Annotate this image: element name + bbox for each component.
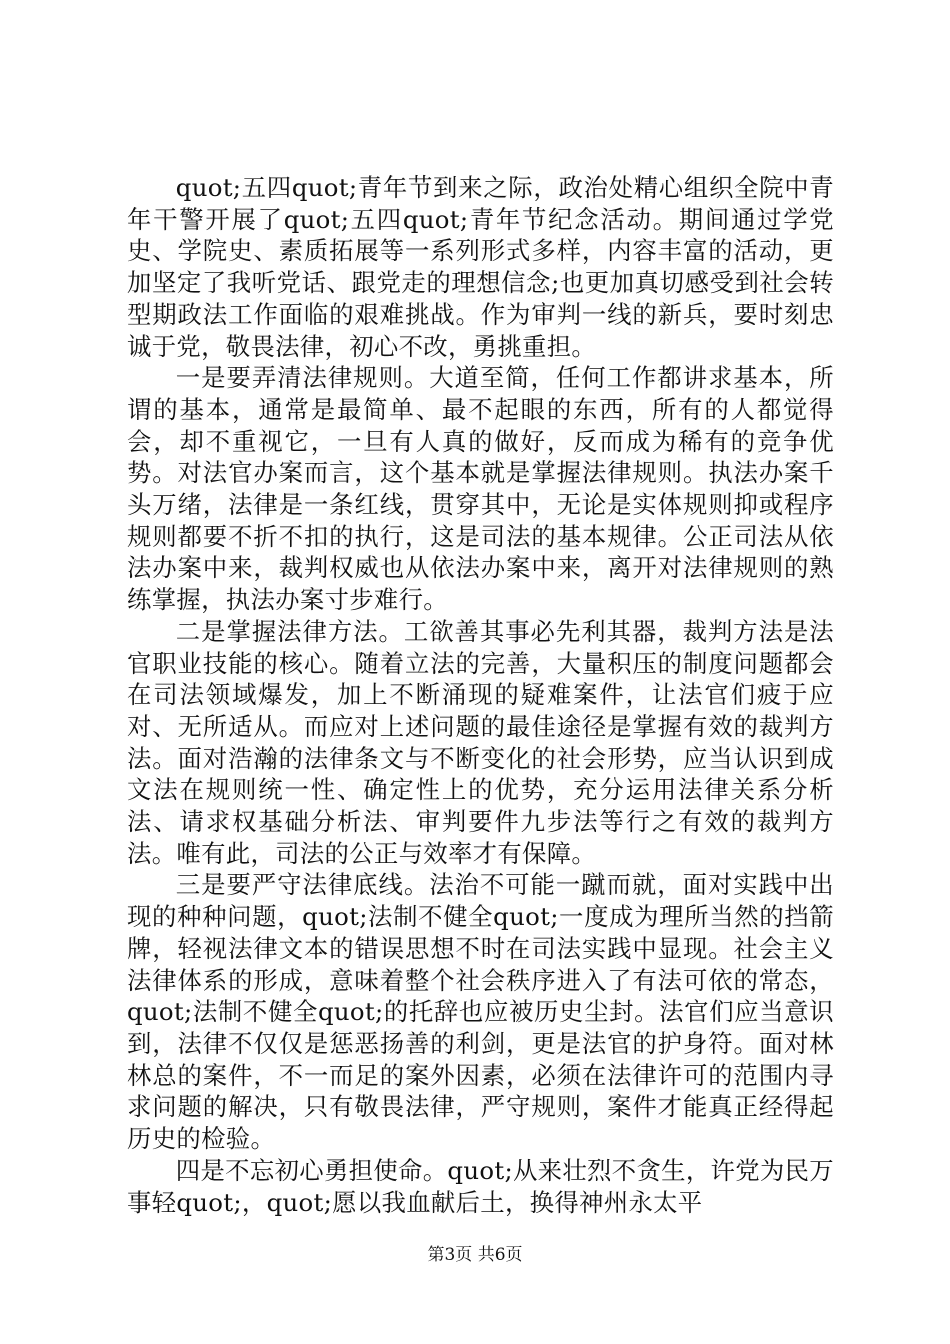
document-body xyxy=(127,172,834,1218)
paragraph-4: 三是要严守法律底线。法治不可能一蹴而就，面对实践中出现的种种问题，quot;法制不健全quot;一度成为理所当然的挡箭牌，轻视法律文本的错误思想不时在司法实践中显现。社会主义法律体系的形成，意味着整个社会秩序进入了有法可依的常态，quot;法制不健全quot;的托辞也应被历史尘封。法官们应当意识到，法律不仅仅是惩恶扬善的利剑，更是法官的护身符。面对林林总的案件，不一而足的案外因素，必须在法律许可的范围内寻求问题的解决，只有敬畏法律，严守规则，案件才能真正经得起历史的检验。 xyxy=(127,870,834,1154)
paragraph-2: 一是要弄清法律规则。大道至简，任何工作都讲求基本，所谓的基本，通常是最简单、最不起眼的东西，所有的人都觉得会，却不重视它，一旦有人真的做好，反而成为稀有的竞争优势。对法官办案而言，这个基本就是掌握法律规则。执法办案千头万绪，法律是一条红线，贯穿其中，无论是实体规则抑或程序规则都要不折不扣的执行，这是司法的基本规律。公正司法从依法办案中来，裁判权威也从依法办案中来，离开对法律规则的熟练掌握，执法办案寸步难行。 xyxy=(127,363,834,615)
paragraph-1: quot;五四quot;青年节到来之际，政治处精心组织全院中青年干警开展了quot;五四quot;青年节纪念活动。期间通过学党史、学院史、素质拓展等一系列形式多样，内容丰富的活动，更加坚定了我听党话、跟党走的理想信念;也更加真切感受到社会转型期政法工作面临的艰难挑战。作为审判一线的新兵，要时刻忠诚于党，敬畏法律，初心不改，勇挑重担。 xyxy=(127,173,834,361)
paragraph-5: 四是不忘初心勇担使命。quot;从来壮烈不贪生，许党为民万事轻quot;，quot;愿以我血献后土，换得神州永太平 xyxy=(127,1155,834,1217)
paragraph-3: 二是掌握法律方法。工欲善其事必先利其器，裁判方法是法官职业技能的核心。随着立法的完善，大量积压的制度问题都会在司法领域爆发，加上不断涌现的疑难案件，让法官们疲于应对、无所适从。而应对上述问题的最佳途径是掌握有效的裁判方法。面对浩瀚的法律条文与不断变化的社会形势，应当认识到成文法在规则统一性、确定性上的优势，充分运用法律关系分析法、请求权基础分析法、审判要件九步法等行之有效的裁判方法。唯有此，司法的公正与效率才有保障。 xyxy=(127,616,834,868)
page-number-footer: 第3页 共6页 xyxy=(427,1245,523,1265)
